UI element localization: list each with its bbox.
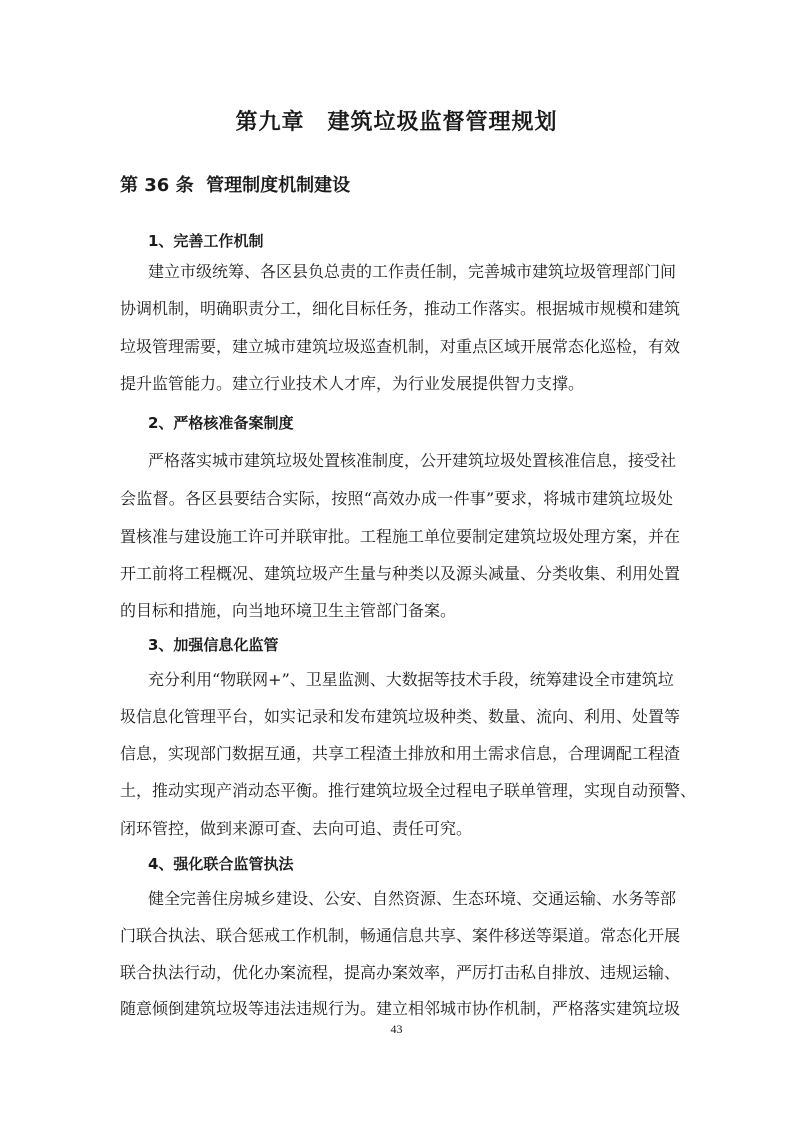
section-heading-1: 1、完善工作机制 — [148, 232, 264, 250]
section-2-line-2: 会监督。各区县要结合实际，按照“高效办成一件事”要求，将城市建筑垃圾处 — [120, 489, 673, 508]
article-title: 第 36 条 管理制度机制建设 — [120, 175, 351, 196]
page-number: 43 — [390, 1022, 403, 1036]
section-2-line-3: 置核准与建设施工许可并联审批。工程施工单位要制定建筑垃圾处理方案，并在 — [120, 527, 681, 546]
section-4-line-4: 随意倾倒建筑垃圾等违法违规行为。建立相邻城市协作机制，严格落实建筑垃圾 — [120, 999, 681, 1018]
section-2-line-1: 严格落实城市建筑垃圾处置核准制度，公开建筑垃圾处置核准信息，接受社 — [148, 451, 677, 470]
section-1-line-4: 提升监管能力。建立行业技术人才库，为行业发展提供智力支撑。 — [120, 374, 585, 393]
section-1-line-1: 建立市级统筹、各区县负总责的工作责任制，完善城市建筑垃圾管理部门间 — [148, 262, 677, 281]
section-2-line-5: 的目标和措施，向当地环境卫生主管部门备案。 — [120, 601, 457, 620]
section-3-line-4: 土，推动实现产消动态平衡。推行建筑垃圾全过程电子联单管理，实现自动预警、 — [120, 781, 697, 800]
section-heading-3: 3、加强信息化监管 — [148, 636, 279, 654]
chapter-title: 第九章 建筑垃圾监督管理规划 — [235, 110, 558, 135]
section-3-line-3: 信息，实现部门数据互通，共享工程渣土排放和用土需求信息，合理调配工程渣 — [120, 744, 681, 763]
section-3-line-5: 闭环管控，做到来源可查、去向可追、责任可究。 — [120, 819, 473, 838]
section-heading-4: 4、强化联合监管执法 — [148, 855, 294, 873]
section-heading-2: 2、严格核准备案制度 — [148, 414, 294, 432]
section-2-line-4: 开工前将工程概况、建筑垃圾产生量与种类以及源头减量、分类收集、利用处置 — [120, 564, 681, 583]
section-4-line-3: 联合执法行动，优化办案流程，提高办案效率，严厉打击私自排放、违规运输、 — [120, 963, 681, 982]
section-4-line-1: 健全完善住房城乡建设、公安、自然资源、生态环境、交通运输、水务等部 — [148, 889, 677, 908]
section-4-line-2: 门联合执法、联合惩戒工作机制，畅通信息共享、案件移送等渠道。常态化开展 — [120, 926, 681, 945]
section-1-line-2: 协调机制，明确职责分工，细化目标任务，推动工作落实。根据城市规模和建筑 — [120, 299, 681, 318]
section-3-line-1: 充分利用“物联网+”、卫星监测、大数据等技术手段，统筹建设全市建筑垃 — [148, 670, 674, 689]
section-1-line-3: 垃圾管理需要，建立城市建筑垃圾巡查机制，对重点区域开展常态化巡检，有效 — [120, 337, 681, 356]
section-3-line-2: 圾信息化管理平台，如实记录和发布建筑垃圾种类、数量、流向、利用、处置等 — [120, 707, 681, 726]
